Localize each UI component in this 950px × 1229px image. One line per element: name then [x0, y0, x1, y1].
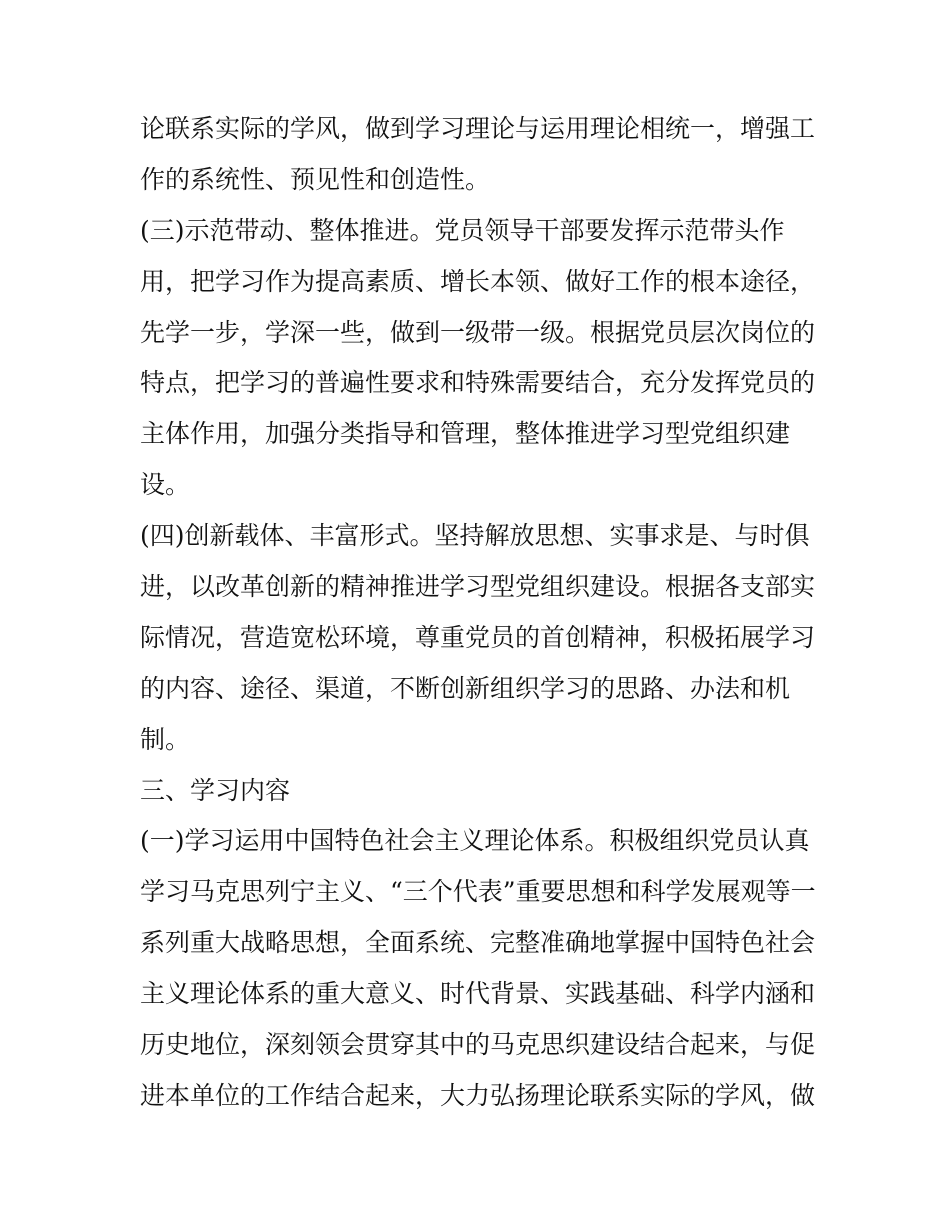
section-heading-1: (一)学习运用中国特色社会主义理论体系。积极组织党员认真 [140, 826, 810, 856]
text-line: 际情况，营造宽松环境，尊重党员的首创精神，积极拓展学习 [140, 622, 816, 652]
text-line: 主义理论体系的重大意义、时代背景、实践基础、科学内涵和 [140, 979, 816, 1009]
section-heading-4: (四)创新载体、丰富形式。坚持解放思想、实事求是、与时俱 [140, 521, 810, 551]
text-line: 进，以改革创新的精神推进学习型党组织建设。根据各支部实 [140, 572, 816, 602]
text-line: 特点，把学习的普遍性要求和特殊需要结合，充分发挥党员的 [140, 368, 816, 398]
section-heading-3: (三)示范带动、整体推进。党员领导干部要发挥示范带头作 [140, 215, 785, 245]
text-line: 论联系实际的学风，做到学习理论与运用理论相统一，增强工 [140, 114, 816, 143]
text-line: 系列重大战略思想，全面系统、完整准确地掌握中国特色社会 [140, 928, 816, 958]
text-line: 设。 [140, 470, 191, 500]
text-line: 用，把学习作为提高素质、增长本领、做好工作的根本途径， [140, 266, 816, 296]
text-line: 主体作用，加强分类指导和管理，整体推进学习型党组织建 [140, 419, 791, 449]
text-line: 先学一步，学深一些，做到一级带一级。根据党员层次岗位的 [140, 317, 816, 347]
text-line: 制。 [140, 724, 191, 754]
text-line: 进本单位的工作结合起来，大力弘扬理论联系实际的学风，做 [140, 1080, 816, 1110]
text-line: 历史地位，深刻领会贯穿其中的马克思织建设结合起来，与促 [140, 1030, 816, 1060]
text-line: 作的系统性、预见性和创造性。 [140, 164, 491, 194]
text-line: 学习马克思列宁主义、“三个代表”重要思想和科学发展观等一 [140, 877, 816, 907]
chapter-heading-study-content: 三、学习内容 [140, 775, 291, 805]
document-body [140, 104, 830, 1122]
text-line: 的内容、途径、渠道，不断创新组织学习的思路、办法和机 [140, 673, 791, 703]
